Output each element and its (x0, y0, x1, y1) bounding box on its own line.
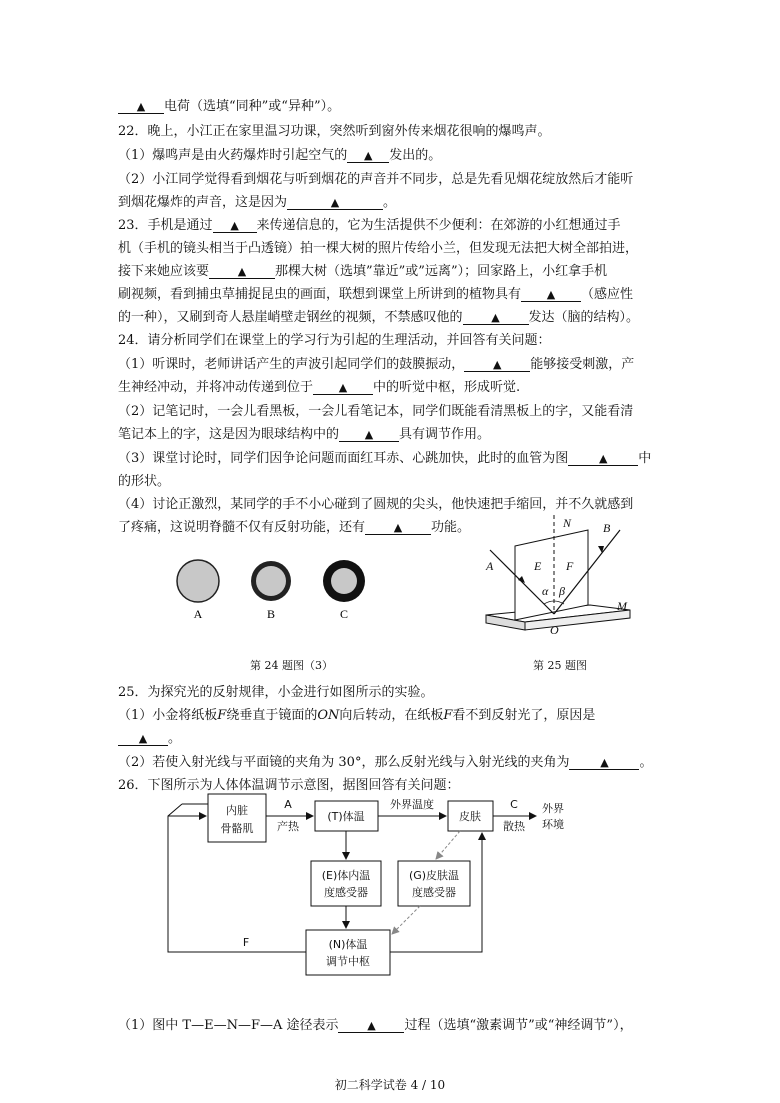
label-a: A (486, 559, 494, 573)
label-dissipate: 散热 (503, 820, 525, 833)
text-segment: （2）小江同学觉得看到烟花与听到烟花的声音并不同步，总是先看见烟花绽放然后才能听 (118, 172, 634, 187)
text-segment: 那棵大树（选填”靠近”或”远离”）；回家路上，小红拿手机 (275, 264, 608, 279)
vessel-a (177, 560, 219, 602)
text-segment: （感应性 (581, 287, 634, 302)
text-line (118, 380, 520, 396)
label-alpha: α (542, 584, 549, 598)
text-segment: （1）爆鸣声是由火药爆炸时引起空气的 (118, 148, 348, 163)
figure-24-caption: 第 24 题图（3） (250, 659, 333, 672)
text-line (118, 474, 170, 490)
label-e: E (534, 559, 542, 573)
text-line (118, 124, 551, 140)
text-segment: 的一种），又刷到奇人悬崖峭壁走钢丝的视频，不禁感叹他的 (118, 310, 463, 325)
answer-blank[interactable]: ▲ (463, 311, 529, 325)
answer-blank[interactable]: ▲ (287, 196, 383, 210)
figure-25-reflection (470, 510, 640, 650)
answer-blank[interactable]: ▲ (464, 358, 530, 372)
text-segment: 。 (639, 755, 653, 770)
text-segment: 。 (383, 195, 397, 210)
text-segment: 功能。 (431, 520, 471, 535)
text-segment: 具有调节作用。 (399, 427, 491, 442)
text-segment: 来传递信息的，它为生活提供不少便利：在郊游的小红想通过手 (256, 218, 621, 233)
text-segment: 发出的。 (389, 148, 442, 163)
answer-blank[interactable]: ▲ (209, 265, 275, 279)
figure-25-caption: 第 25 题图 (533, 659, 587, 672)
text-segment: 生神经冲动，并将冲动传递到位于 (118, 380, 314, 395)
text-segment: 电荷（选填“同种”或“异种”）。 (164, 99, 341, 114)
text-segment: 23．手机是通过 (118, 218, 213, 233)
text-line (118, 1018, 633, 1034)
box-center (306, 930, 390, 975)
text-line (118, 172, 633, 188)
text-line (118, 357, 634, 373)
text-segment: （1）图中 T—E—N—F—A 途径表示 (118, 1018, 339, 1033)
italic-symbol: F (217, 708, 227, 723)
text-segment: 看不到反射光了，原因是 (452, 708, 596, 723)
text-line (118, 333, 551, 349)
text-line (118, 708, 595, 724)
text-segment: 绕垂直于镜面的 (226, 708, 318, 723)
answer-blank[interactable]: ▲ (313, 381, 373, 395)
label-a: A (284, 798, 292, 811)
text-line (118, 755, 652, 771)
answer-blank[interactable]: ▲ (118, 732, 168, 746)
arrow-g-to-n (392, 906, 420, 934)
text-segment: 22．晚上，小江正在家里温习功课，突然听到窗外传来烟花很响的爆鸣声。 (118, 124, 551, 139)
text-segment: （4）讨论正激烈，某同学的手不小心碰到了圆规的尖头，他快速把手缩回，并不久就感到 (118, 497, 634, 512)
text-segment: （2）若使入射光线与平面镜的夹角为 30°，那么反射光线与入射光线的夹角为 (118, 755, 570, 770)
text-segment: 向后转动，在纸板 (339, 708, 444, 723)
label-produce-heat: 产热 (277, 820, 299, 833)
text-line (118, 310, 639, 326)
vessel-label-a: A (193, 607, 203, 621)
text-line (118, 685, 434, 701)
answer-blank[interactable]: ▲ (339, 428, 399, 442)
text-segment: （2）记笔记时，一会儿看黑板，一会儿看笔记本，同学们既能看清黑板上的字，又能看清 (118, 404, 634, 419)
text-line (118, 241, 638, 257)
text-segment: （1）听课时，老师讲话产生的声波引起同学们的鼓膜振动， (118, 357, 465, 372)
box-internal-sensor (311, 861, 381, 906)
answer-blank[interactable]: ▲ (568, 452, 638, 466)
text-segment: 26．下图所示为人体体温调节示意图，据图回答有关问题： (118, 778, 460, 793)
label-b: B (603, 521, 611, 535)
text-segment: 。 (168, 731, 182, 746)
text-segment: 到烟花爆炸的声音，这是因为 (118, 195, 288, 210)
text-line (118, 99, 340, 115)
label-c: C (510, 798, 518, 811)
label-f: F (242, 936, 250, 949)
arrow-skin-to-g (436, 831, 460, 859)
text-line (118, 404, 633, 420)
figure-24-vessels (160, 550, 400, 630)
text-segment: 笔记本上的字，这是因为眼球结构中的 (118, 427, 340, 442)
box-skin-sensor (398, 861, 470, 906)
text-line (118, 451, 651, 467)
text-segment: 中 (638, 451, 652, 466)
box-organs-line1: 内脏 (226, 804, 248, 817)
box-internal-sensor-line1: (E)体内温 (321, 869, 371, 882)
answer-blank[interactable]: ▲ (338, 1019, 404, 1033)
text-segment: 发达（脑的结构）。 (528, 310, 640, 325)
answer-blank[interactable]: ▲ (569, 756, 639, 770)
italic-symbol: ON (317, 708, 340, 723)
vessel-label-c: C (339, 607, 349, 621)
text-line (118, 731, 181, 747)
text-segment: 了疼痛，这说明脊髓不仅有反射功能，还有 (118, 520, 366, 535)
text-segment: 25．为探究光的反射规律，小金进行如图所示的实验。 (118, 685, 434, 700)
text-segment: 接下来她应该要 (118, 264, 210, 279)
env-line2: 环境 (542, 818, 564, 831)
label-f: F (566, 559, 574, 573)
text-segment: 刷视频，看到捕虫草捕捉昆虫的画面，联想到课堂上所讲到的植物具有 (118, 287, 522, 302)
text-segment: 24．请分析同学们在课堂上的学习行为引起的生理活动，并回答有关问题： (118, 333, 551, 348)
box-center-line1: (N)体温 (328, 938, 368, 951)
text-segment: （1）小金将纸板 (118, 708, 218, 723)
answer-blank[interactable]: ▲ (213, 219, 257, 233)
page-footer: 初二科学试卷 4 / 10 (334, 1078, 446, 1092)
box-center-line2: 调节中枢 (326, 955, 370, 968)
answer-blank[interactable]: ▲ (118, 100, 164, 114)
text-segment: 能够接受刺激，产 (530, 357, 635, 372)
answer-blank[interactable]: ▲ (521, 288, 581, 302)
text-segment: 的形状。 (118, 474, 171, 489)
vessel-label-b: B (266, 607, 276, 621)
cardboard (515, 530, 588, 620)
text-line (118, 287, 633, 303)
answer-blank[interactable]: ▲ (347, 149, 389, 163)
text-line (118, 195, 396, 211)
env-line1: 外界 (542, 802, 564, 815)
box-organs-line2: 骨骼肌 (220, 822, 254, 835)
label-m: M (617, 599, 627, 613)
text-segment: 中的听觉中枢，形成听觉. (373, 380, 521, 395)
text-segment: 过程（选填“激素调节”或“神经调节”）， (404, 1018, 633, 1033)
figure-26-flowchart (160, 786, 600, 986)
label-n: N (563, 516, 572, 530)
box-skin-sensor-line1: (G)皮肤温 (408, 869, 460, 882)
answer-blank[interactable]: ▲ (365, 521, 431, 535)
vessel-c-lumen (331, 568, 357, 594)
box-body-temp-label: (T)体温 (327, 810, 365, 823)
text-line (118, 427, 490, 443)
text-line (118, 148, 441, 164)
text-line (118, 218, 621, 234)
label-outer-temp: 外界温度 (390, 798, 434, 811)
box-skin-label: 皮肤 (459, 810, 481, 823)
text-line (118, 264, 607, 280)
box-skin-sensor-line2: 度感受器 (412, 886, 456, 899)
italic-symbol: F (443, 708, 453, 723)
label-beta: β (559, 584, 565, 598)
text-segment: （3）课堂讨论时，同学们因争论问题而面红耳赤、心跳加快，此时的血管为图 (118, 451, 569, 466)
vessel-b-lumen (256, 566, 286, 596)
label-o: O (550, 623, 559, 637)
box-internal-sensor-line2: 度感受器 (324, 886, 368, 899)
text-segment: 机（手机的镜头相当于凸透镜）拍一棵大树的照片传给小兰，但发现无法把大树全部拍进， (118, 241, 639, 256)
text-line (118, 520, 470, 536)
